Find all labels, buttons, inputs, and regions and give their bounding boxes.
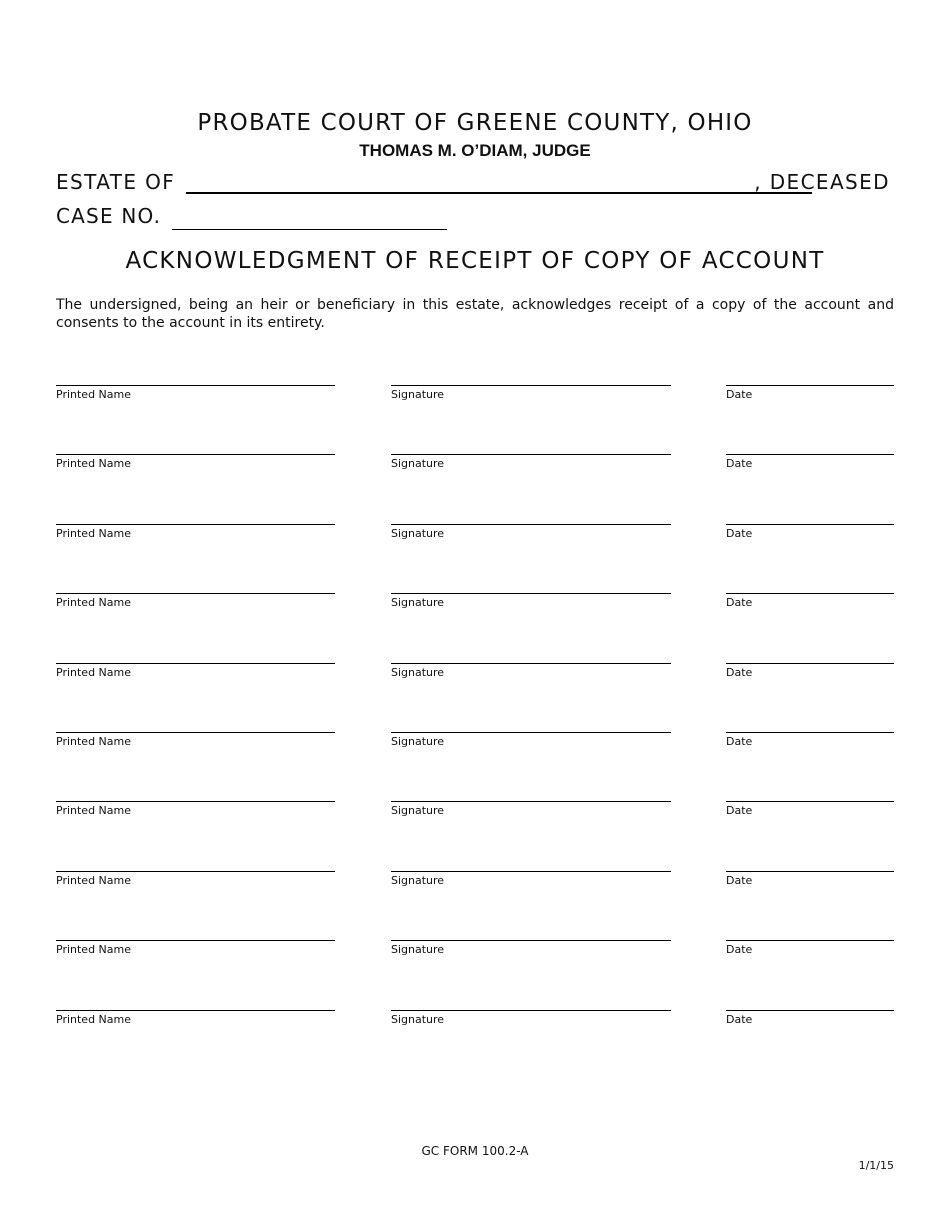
signature-row bbox=[56, 524, 894, 546]
date-label: Date bbox=[726, 943, 753, 956]
signature-field[interactable] bbox=[391, 801, 671, 822]
date-field[interactable] bbox=[726, 524, 894, 545]
signature-field[interactable] bbox=[391, 454, 671, 475]
signature-field[interactable] bbox=[391, 593, 671, 614]
date-label: Date bbox=[726, 666, 753, 679]
printed-name-field[interactable] bbox=[56, 524, 335, 545]
judge-name: THOMAS M. O’DIAM, JUDGE bbox=[359, 141, 591, 160]
case-line bbox=[56, 204, 476, 230]
date-label: Date bbox=[726, 735, 753, 748]
date-field[interactable] bbox=[726, 663, 894, 684]
signature-label: Signature bbox=[391, 943, 445, 956]
signature-field[interactable] bbox=[391, 871, 671, 892]
signature-row bbox=[56, 385, 894, 407]
signature-label: Signature bbox=[391, 874, 445, 887]
signature-field[interactable] bbox=[391, 663, 671, 684]
case-number-field[interactable] bbox=[172, 229, 447, 230]
signature-label: Signature bbox=[391, 666, 445, 679]
printed-name-field[interactable] bbox=[56, 940, 335, 961]
printed-name-field[interactable] bbox=[56, 454, 335, 475]
signature-field[interactable] bbox=[391, 524, 671, 545]
signature-field[interactable] bbox=[391, 940, 671, 961]
date-field[interactable] bbox=[726, 1010, 894, 1031]
signature-row bbox=[56, 732, 894, 754]
acknowledgment-text: The undersigned, being an heir or beneficiary in this estate, acknowledges receipt of a copy of the account and consents to the account in its entirety. bbox=[56, 297, 894, 331]
date-field[interactable] bbox=[726, 732, 894, 753]
date-field[interactable] bbox=[726, 801, 894, 822]
printed-name-field[interactable] bbox=[56, 385, 335, 406]
court-title: PROBATE COURT OF GREENE COUNTY, OHIO bbox=[197, 110, 753, 136]
signature-label: Signature bbox=[391, 804, 445, 817]
date-label: Date bbox=[726, 596, 753, 609]
date-label: Date bbox=[726, 874, 753, 887]
printed-name-field[interactable] bbox=[56, 732, 335, 753]
case-number-label: CASE NO. bbox=[56, 204, 162, 228]
printed-name-label: Printed Name bbox=[56, 943, 132, 956]
deceased-label: , DECEASED bbox=[754, 170, 890, 194]
signature-label: Signature bbox=[391, 735, 445, 748]
date-field[interactable] bbox=[726, 454, 894, 475]
signature-row bbox=[56, 454, 894, 476]
date-field[interactable] bbox=[726, 940, 894, 961]
printed-name-label: Printed Name bbox=[56, 388, 132, 401]
date-field[interactable] bbox=[726, 871, 894, 892]
signature-label: Signature bbox=[391, 596, 445, 609]
signature-label: Signature bbox=[391, 1013, 445, 1026]
signature-row bbox=[56, 1010, 894, 1032]
date-label: Date bbox=[726, 804, 753, 817]
revision-date: 1/1/15 bbox=[858, 1159, 894, 1172]
date-label: Date bbox=[726, 527, 753, 540]
signature-field[interactable] bbox=[391, 732, 671, 753]
printed-name-label: Printed Name bbox=[56, 596, 132, 609]
estate-label: ESTATE OF bbox=[56, 170, 176, 194]
printed-name-label: Printed Name bbox=[56, 457, 132, 470]
date-field[interactable] bbox=[726, 385, 894, 406]
printed-name-field[interactable] bbox=[56, 1010, 335, 1031]
signature-label: Signature bbox=[391, 527, 445, 540]
printed-name-field[interactable] bbox=[56, 663, 335, 684]
form-title: ACKNOWLEDGMENT OF RECEIPT OF COPY OF ACCOUNT bbox=[125, 248, 825, 274]
printed-name-label: Printed Name bbox=[56, 735, 132, 748]
printed-name-label: Printed Name bbox=[56, 527, 132, 540]
printed-name-label: Printed Name bbox=[56, 804, 132, 817]
form-number: GC FORM 100.2-A bbox=[421, 1144, 529, 1158]
printed-name-field[interactable] bbox=[56, 593, 335, 614]
signature-row bbox=[56, 593, 894, 615]
printed-name-field[interactable] bbox=[56, 871, 335, 892]
estate-line bbox=[56, 170, 894, 196]
signature-label: Signature bbox=[391, 457, 445, 470]
signature-field[interactable] bbox=[391, 385, 671, 406]
printed-name-field[interactable] bbox=[56, 801, 335, 822]
estate-name-field[interactable] bbox=[186, 192, 812, 194]
signature-row bbox=[56, 663, 894, 685]
date-label: Date bbox=[726, 457, 753, 470]
signature-field[interactable] bbox=[391, 1010, 671, 1031]
date-label: Date bbox=[726, 1013, 753, 1026]
date-label: Date bbox=[726, 388, 753, 401]
printed-name-label: Printed Name bbox=[56, 874, 132, 887]
signature-row bbox=[56, 801, 894, 823]
date-field[interactable] bbox=[726, 593, 894, 614]
signature-row bbox=[56, 940, 894, 962]
printed-name-label: Printed Name bbox=[56, 1013, 132, 1026]
signature-label: Signature bbox=[391, 388, 445, 401]
signature-row bbox=[56, 871, 894, 893]
printed-name-label: Printed Name bbox=[56, 666, 132, 679]
